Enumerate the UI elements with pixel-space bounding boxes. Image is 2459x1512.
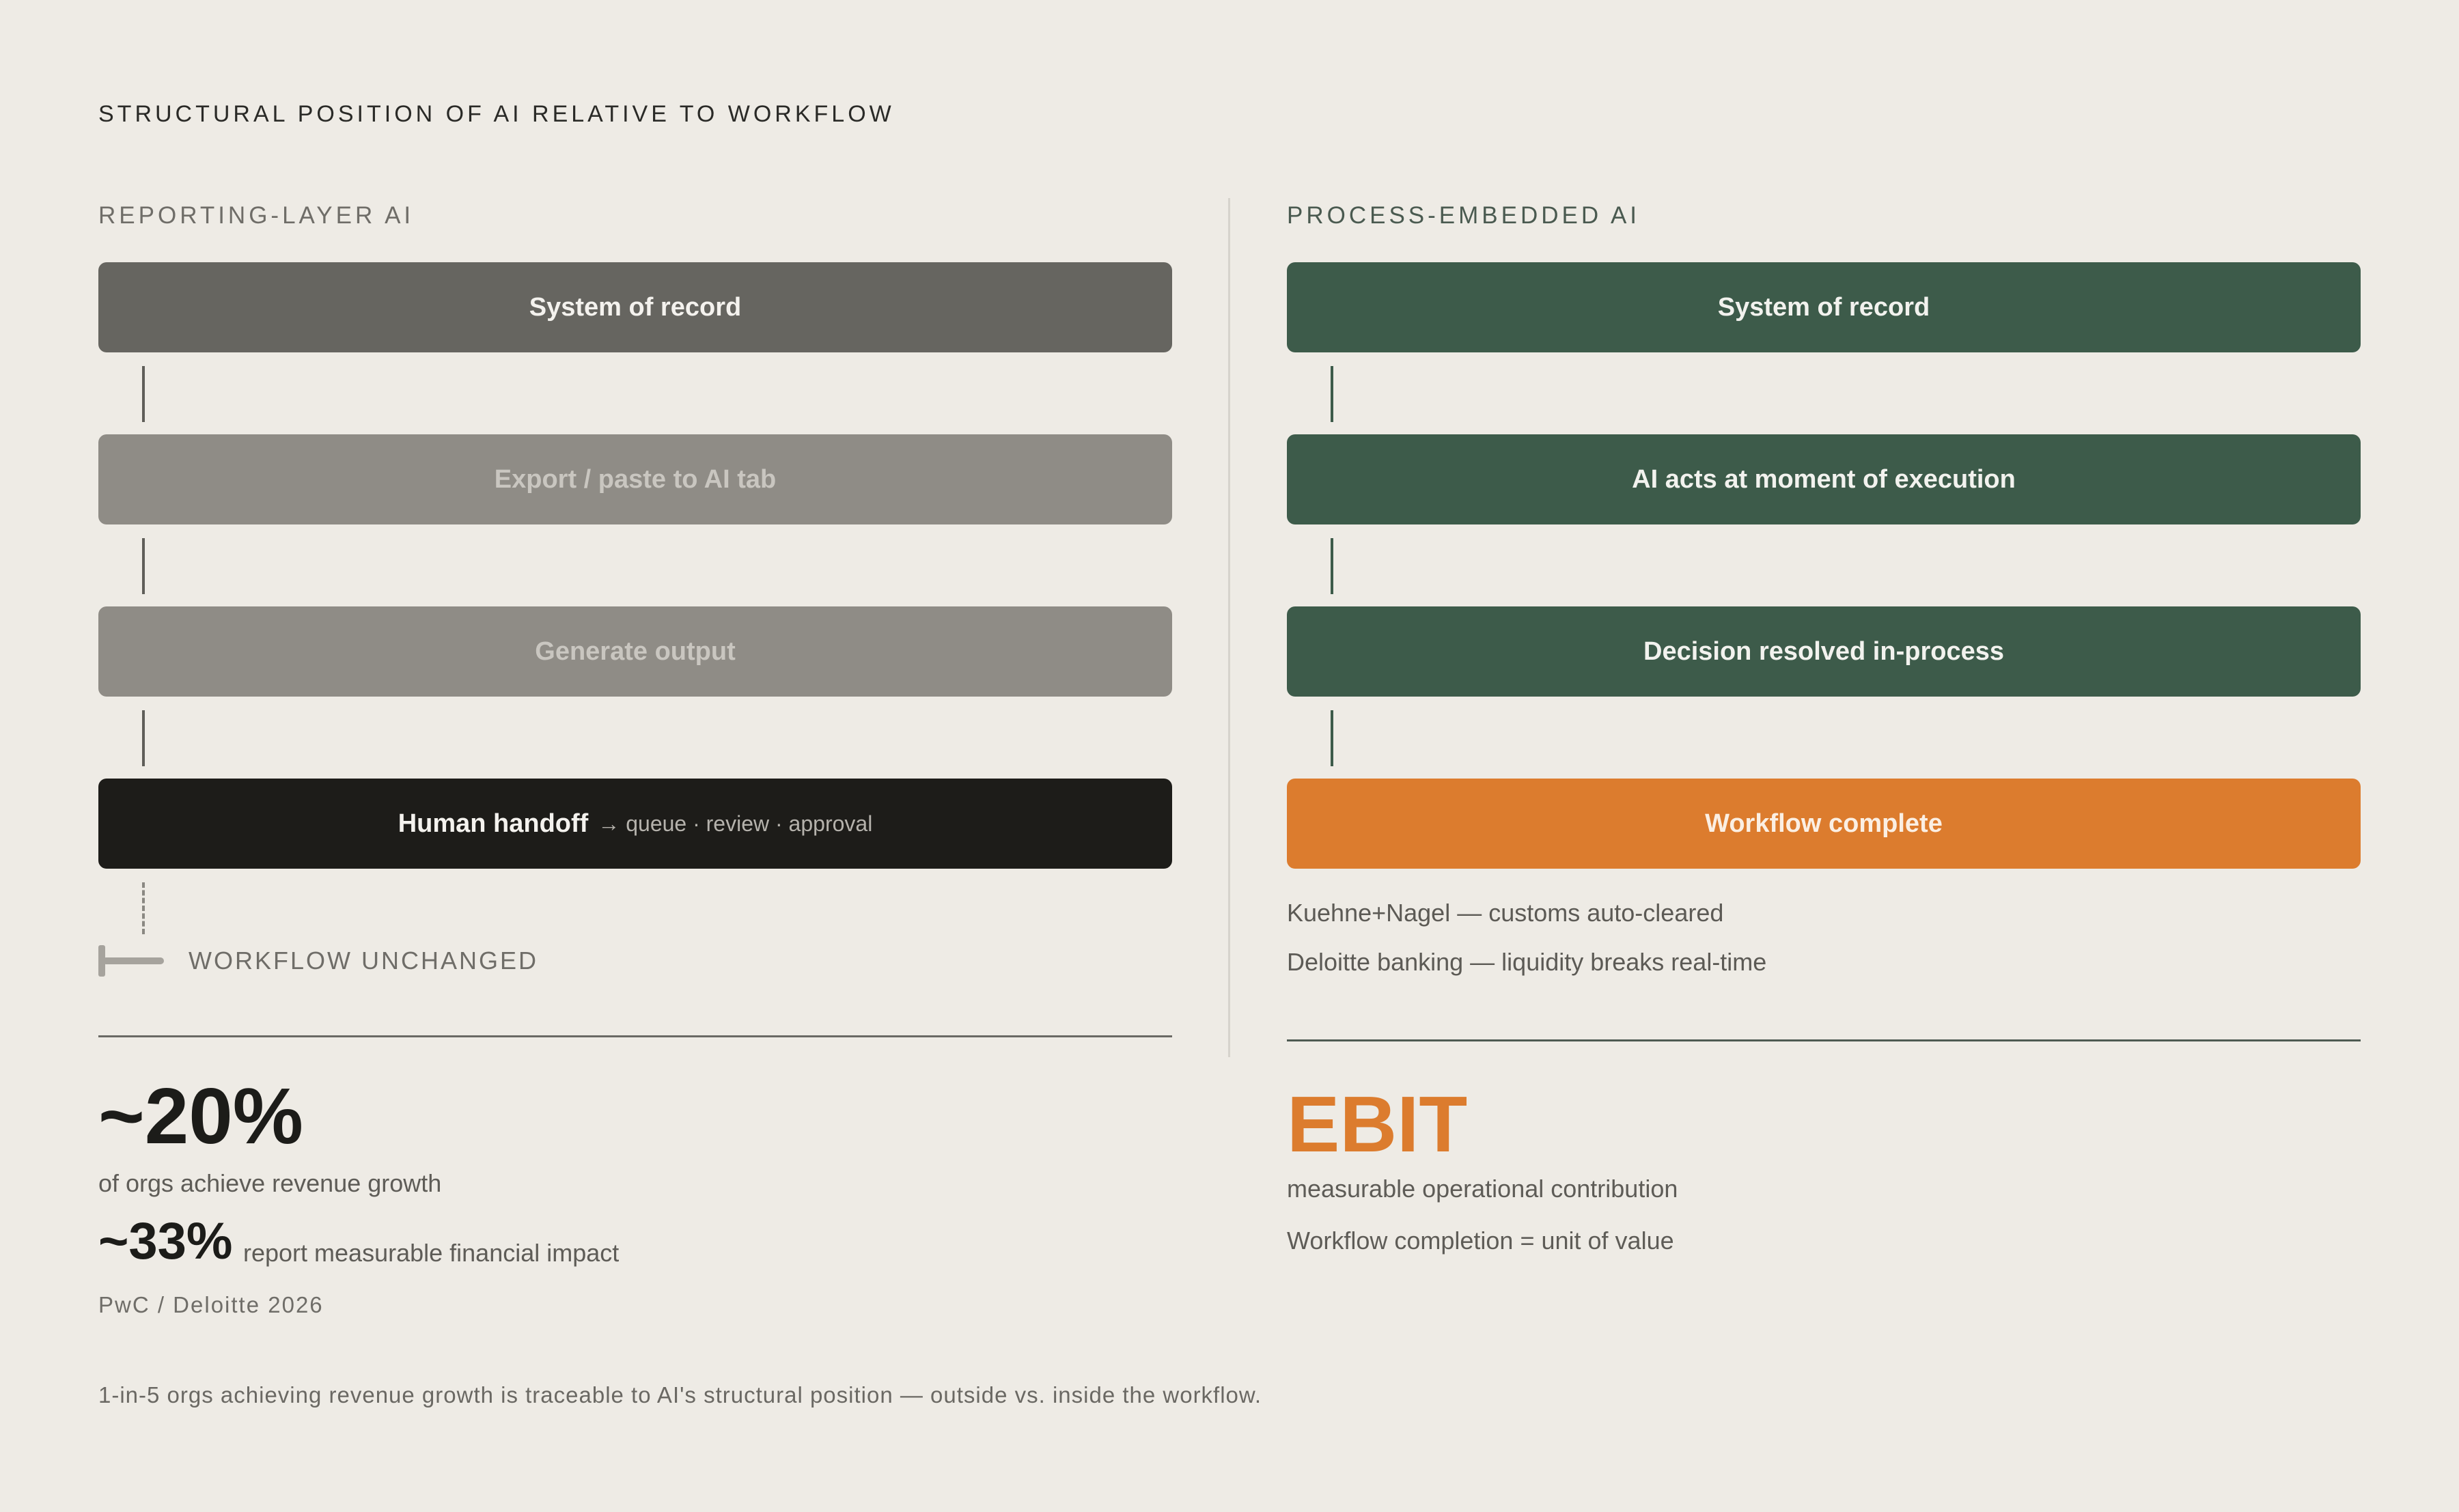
- revenue-growth-desc: of orgs achieve revenue growth: [98, 1169, 442, 1197]
- unit-of-value-desc: Workflow completion = unit of value: [1287, 1227, 1674, 1255]
- left-connector: [142, 538, 145, 594]
- right-step-label: System of record: [1717, 292, 1930, 322]
- left-step-system-of-record: [98, 262, 1172, 352]
- right-connector: [1331, 538, 1333, 594]
- left-connector: [142, 366, 145, 422]
- left-step-label: System of record: [529, 292, 742, 322]
- right-step-label: AI acts at moment of execution: [1632, 464, 2016, 494]
- example-deloitte-banking: Deloitte banking — liquidity breaks real-time: [1287, 948, 1767, 976]
- workflow-unchanged-label: WORKFLOW UNCHANGED: [189, 947, 538, 975]
- financial-impact-desc: report measurable financial impact: [243, 1239, 620, 1267]
- ebit-stat: EBIT: [1287, 1080, 1468, 1168]
- right-step-system-of-record: [1287, 262, 2361, 352]
- left-step-label: Export / paste to AI tab: [494, 464, 777, 494]
- right-divider: [1287, 1039, 2361, 1041]
- diagram-title: STRUCTURAL POSITION OF AI RELATIVE TO WORKFLOW: [98, 101, 895, 127]
- example-kuehne-nagel: Kuehne+Nagel — customs auto-cleared: [1287, 899, 1724, 927]
- right-connector: [1331, 710, 1333, 766]
- right-step-label: Decision resolved in-process: [1643, 636, 2004, 666]
- column-divider: [1228, 198, 1230, 1057]
- left-step-export: [98, 434, 1172, 524]
- footnote: 1-in-5 orgs achieving revenue growth is traceable to AI's structural position — outside vs. inside the workflow.: [98, 1382, 1262, 1408]
- process-embedded-label: PROCESS-EMBEDDED AI: [1287, 202, 1641, 229]
- ebit-desc: measurable operational contribution: [1287, 1175, 1678, 1203]
- handoff-sub-label: → queue · review · approval: [598, 811, 873, 836]
- left-step-label: Human handoff: [398, 809, 589, 838]
- right-connector: [1331, 366, 1333, 422]
- right-step-ai-acts: [1287, 434, 2361, 524]
- reporting-layer-label: REPORTING-LAYER AI: [98, 202, 415, 229]
- financial-impact-stat: ~33%: [98, 1212, 233, 1270]
- revenue-growth-stat: ~20%: [98, 1072, 303, 1160]
- left-dashed-connector: [142, 882, 145, 934]
- left-step-human-handoff: [98, 779, 1172, 869]
- stats-source: PwC / Deloitte 2026: [98, 1292, 324, 1317]
- right-step-label: Workflow complete: [1705, 809, 1943, 838]
- right-step-workflow-complete: [1287, 779, 2361, 869]
- left-divider: [98, 1035, 1172, 1037]
- terminal-stub-icon: [102, 957, 164, 964]
- left-step-generate-output: [98, 606, 1172, 697]
- left-connector: [142, 710, 145, 766]
- right-step-decision-resolved: [1287, 606, 2361, 697]
- left-step-label: Generate output: [535, 636, 736, 666]
